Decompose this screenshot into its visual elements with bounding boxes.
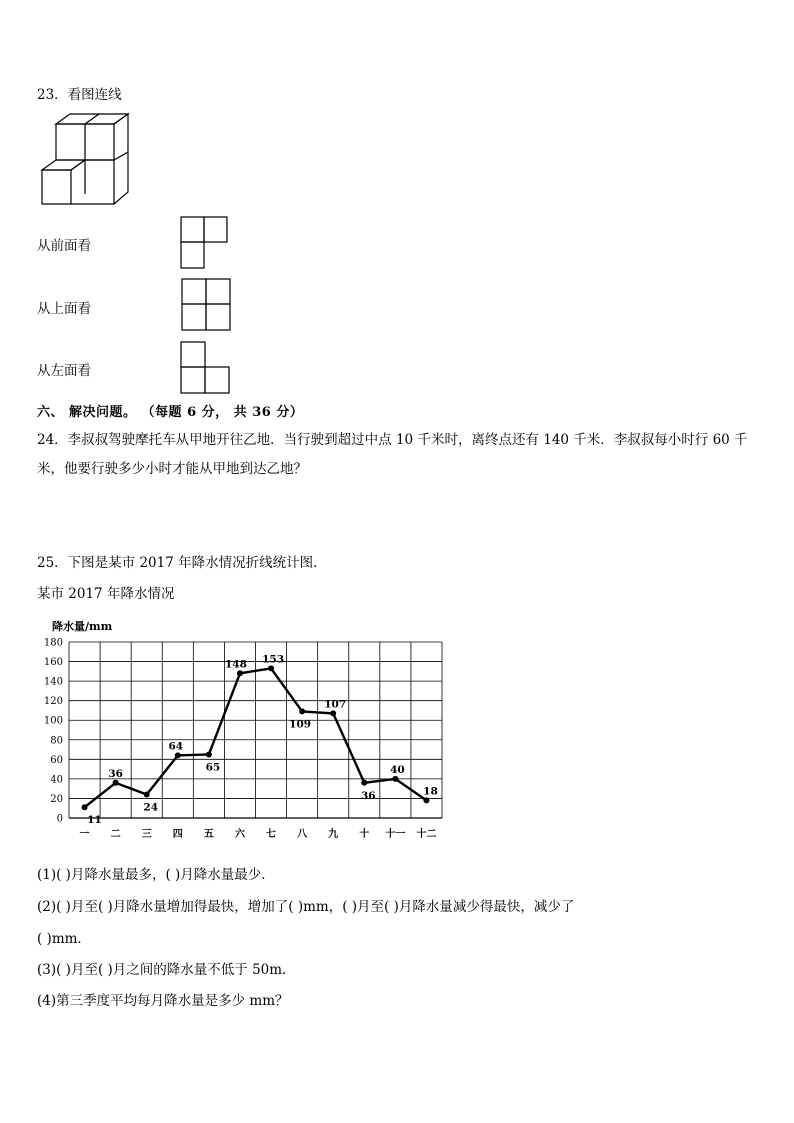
q24-line1: 24．李叔叔驾驶摩托车从甲地开往乙地．当行驶到超过中点 10 千米时，离终点还有 140 千米．李叔叔每小时行 60 千: [37, 432, 748, 448]
x-tick-label: 一: [79, 829, 90, 840]
front-view-shape[interactable]: [180, 216, 230, 270]
x-tick-label: 六: [234, 829, 245, 840]
cube-figure: [40, 112, 130, 208]
data-point: [299, 708, 305, 714]
x-tick-label: 四: [172, 829, 183, 840]
data-label: 40: [390, 763, 405, 776]
y-tick-label: 160: [43, 657, 63, 669]
q25-question-4: (4)第三季度平均每月降水量是多少 mm？: [37, 993, 289, 1009]
data-label: 153: [262, 653, 285, 666]
y-tick-label: 140: [43, 676, 63, 688]
top-view-shape[interactable]: [180, 278, 232, 332]
data-label: 18: [423, 785, 438, 798]
q24-line2: 米，他要行驶多少小时才能从甲地到达乙地？: [37, 461, 307, 477]
data-label: 148: [224, 658, 247, 671]
label-left-view: 从左面看: [37, 363, 91, 379]
x-tick-label: 十: [359, 829, 370, 840]
y-tick-label: 80: [50, 735, 63, 747]
y-tick-label: 60: [50, 754, 63, 766]
data-label: 109: [289, 718, 312, 731]
label-top-view: 从上面看: [37, 301, 91, 317]
data-point: [206, 751, 212, 757]
data-point: [175, 752, 181, 758]
x-tick-label: 五: [203, 829, 214, 840]
q25-question-2-cont: ( )mm．: [37, 931, 91, 947]
x-tick-label: 二: [110, 829, 121, 840]
data-label: 11: [87, 814, 102, 827]
y-tick-label: 20: [50, 793, 63, 805]
chart-caption: 某市 2017 年降水情况: [37, 586, 175, 602]
left-view-shape[interactable]: [180, 341, 232, 395]
data-point: [330, 710, 336, 716]
data-point: [423, 797, 429, 803]
data-label: 24: [143, 801, 159, 814]
label-front-view: 从前面看: [37, 238, 91, 254]
data-label: 36: [108, 767, 123, 780]
data-point: [361, 780, 367, 786]
section6-title: 六、 解决问题。 （每题 6 分， 共 36 分）: [37, 405, 304, 420]
data-point: [82, 804, 88, 810]
y-tick-label: 100: [43, 715, 63, 727]
y-tick-label: 40: [50, 774, 63, 786]
x-tick-label: 十一: [385, 829, 406, 840]
q23-title: 23．看图连线: [37, 87, 122, 103]
data-point: [113, 780, 119, 786]
y-tick-label: 0: [56, 813, 63, 825]
q25-question-3: (3)( )月至( )月之间的降水量不低于 50m．: [37, 962, 296, 978]
chart-ylabel: 降水量/mm: [52, 620, 113, 633]
rainfall-line-chart: [30, 612, 450, 847]
q25-question-1: (1)( )月降水量最多，( )月降水量最少．: [37, 867, 275, 883]
q25-question-2: (2)( )月至( )月降水量增加得最快，增加了( )mm，( )月至( )月降水量减少得最快，减少了: [37, 899, 575, 915]
x-tick-label: 九: [328, 829, 339, 840]
y-tick-label: 180: [43, 637, 63, 649]
data-label: 65: [205, 761, 221, 774]
x-tick-label: 三: [141, 829, 152, 840]
x-tick-label: 七: [266, 829, 277, 840]
q25-intro: 25．下图是某市 2017 年降水情况折线统计图．: [37, 555, 327, 571]
data-label: 36: [360, 789, 376, 802]
data-point: [237, 670, 243, 676]
data-point: [392, 776, 398, 782]
y-tick-label: 120: [43, 696, 63, 708]
data-point: [144, 792, 150, 798]
data-label: 64: [168, 740, 184, 753]
data-point: [268, 665, 274, 671]
x-tick-label: 十二: [416, 829, 437, 840]
x-tick-label: 八: [297, 829, 308, 840]
data-label: 107: [324, 698, 347, 711]
